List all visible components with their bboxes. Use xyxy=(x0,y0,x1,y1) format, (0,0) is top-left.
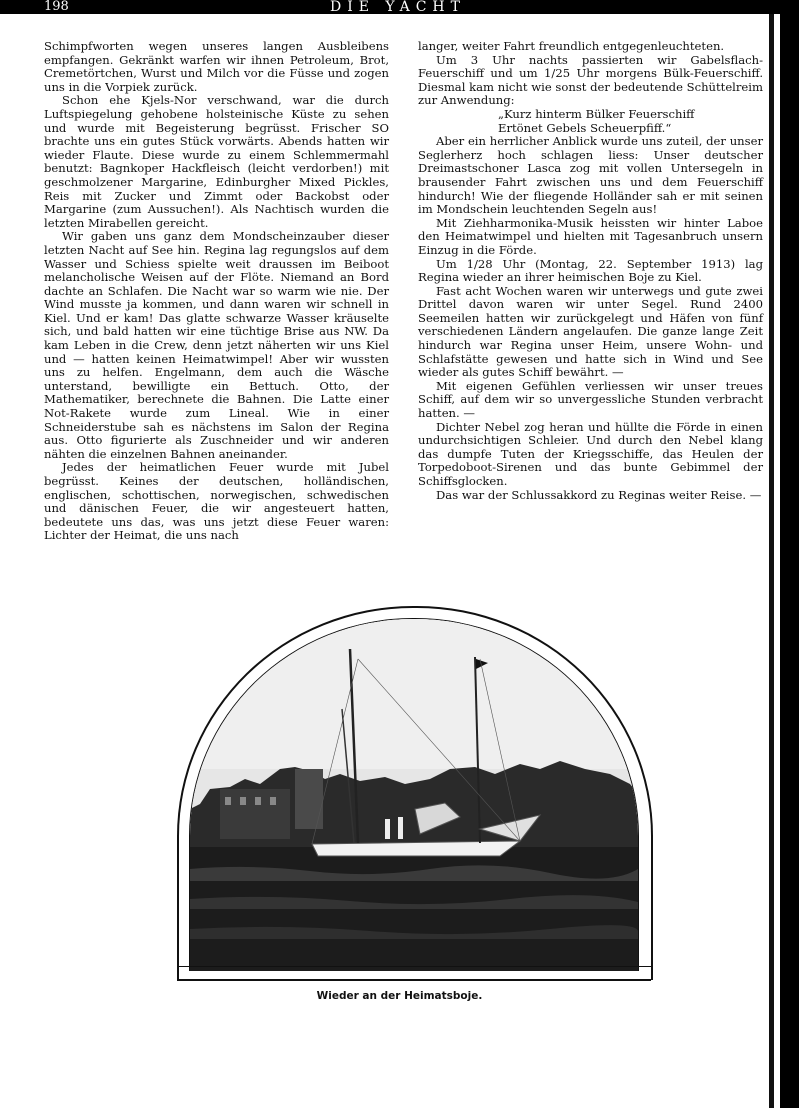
paragraph: Wir gaben uns ganz dem Mondscheinzauber dieser letzten Nacht auf See hin. Regina lag regungslos auf dem Wasser und Schiess spielte weit draussen im Beiboot melancholische Weisen auf der Flöte. Niemand an Bord dachte an Schlafen. Die Nacht war so warm wie nie. Der Wind musste ja kommen, und dann waren wir schnell in Kiel. Und er kam! Das glatte schwarze Wasser kräuselte sich, und bald hatten wir eine tüchtige Brise aus NW. Da kam Leben in die Crew, denn jetzt näherten wir uns Kiel und — hatten keinen Heimatwimpel! Aber wir wussten uns zu helfen. Engelmann, dem auch die Wäsche unterstand, bewilligte ein Bettuch. Otto, der Mathematiker, berechnete die Bahnen. Die Latte einer Not-Rakete wurde zum Lineal. Wie in einer Schneiderstube sah es nächstens im Salon der Regina aus. Otto figurierte als Zuschneider und wir anderen nähten die einzelnen Bahnen aneinander. xyxy=(44,229,389,461)
left-column xyxy=(44,40,389,543)
page-number: 198 xyxy=(44,0,69,14)
page-edge-line xyxy=(769,14,774,1108)
paragraph: Aber ein herrlicher Anblick wurde uns zuteil, der unser Seglerherz hoch schlagen liess: Unser deutscher Dreimastschoner Lasca zog mit vollen Untersegeln in brausender Fahrt zwischen uns und dem Feuerschiff hindurch! Wie der fliegende Holländer sah er mit seinen im Mondschein leuchtenden Segeln aus! xyxy=(418,134,763,217)
journal-title: DIE YACHT xyxy=(330,0,466,15)
paragraph: langer, weiter Fahrt freundlich entgegenleuchteten. xyxy=(418,39,725,53)
paragraph: Fast acht Wochen waren wir unterwegs und gute zwei Drittel davon waren wir unter Segel. Rund 2400 Seemeilen hatten wir zurückgelegt und Häfen von fünf verschiedenen Ländern angelaufen. Die ganze lange Zeit hindurch war Regina unser Heim, unsere Wohn- und Schlafstätte gewesen und hatte sich in Wind und See wieder als gutes Schiff bewährt. — xyxy=(418,283,763,380)
verse-line: „Kurz hinterm Bülker Feuerschiff xyxy=(498,106,695,121)
paragraph: Mit Ziehharmonika-Musik heissten wir hinter Laboe den Heimatwimpel und hielten mit Tagesanbruch unsern Einzug in die Förde. xyxy=(418,215,763,257)
paragraph: Um 3 Uhr nachts passierten wir Gabelsflach-Feuerschiff und um 1/25 Uhr morgens Bülk-Feuerschiff. Diesmal kam nicht wie sonst der bedeutende Schüttelreim zur Anwendung: xyxy=(418,52,763,108)
header-bar xyxy=(0,0,799,14)
page-edge-bar xyxy=(780,0,799,1108)
paragraph: Das war der Schlussakkord zu Reginas weiter Reise. — xyxy=(436,487,762,502)
paragraph: Mit eigenen Gefühlen verliessen wir unser treues Schiff, auf dem wir so unvergessliche Stunden verbracht hatten. — xyxy=(418,378,763,421)
right-column xyxy=(418,40,763,502)
paragraph: Dichter Nebel zog heran und hüllte die Förde in einen undurchsichtigen Schleier. Und durch den Nebel klang das dumpfe Tuten der Kriegsschiffe, das Heulen der Torpedoboot-Sirenen und das bunte Gebimmel der Schiffsglocken. xyxy=(418,419,763,488)
paragraph: Um 1/28 Uhr (Montag, 22. September 1913) lag Regina wieder an ihrer heimischen Boje zu Kiel. xyxy=(418,256,763,285)
verse-line: Ertönet Gebels Scheuerpfiff.“ xyxy=(498,120,672,135)
photo-frame-base xyxy=(177,966,651,981)
photo-caption: Wieder an der Heimatsboje. xyxy=(316,990,483,1002)
paragraph: Schon ehe Kjels-Nor verschwand, war die durch Luftspiegelung gehobene holsteinische Küste zu sehen und wurde mit Begeisterung begrüsst. Frischer SO brachte uns ein gutes Stück vorwärts. Abends hatten wir wieder Flaute. Diese wurde zu einem Schlemmermahl benutzt: Bagnkoper Hackfleisch (leicht verdorben!) mit geschmolzener Margarine, Edinburgher Mixed Pickles, Reis mit Zucker und Zimmt oder Backobst oder Margarine (zum Aussuchen!). Als Nachtisch wurden die letzten Mirabellen gereicht. xyxy=(44,93,389,230)
paragraph: Jedes der heimatlichen Feuer wurde mit Jubel begrüsst. Keines der deutschen, holländischen, englischen, schottischen, norwegischen, schwedischen und dänischen Feuer, die wir angesteuert hatten, bedeutete uns das, was uns jetzt diese Feuer waren: Lichter der Heimat, die uns nach xyxy=(44,460,389,543)
paragraph: Schimpfworten wegen unseres langen Ausbleibens empfangen. Gekränkt warfen wir ihnen Petroleum, Brot, Cremetörtchen, Wurst und Milch vor die Füsse und zogen uns in die Vorpiek zurück. xyxy=(44,39,389,94)
